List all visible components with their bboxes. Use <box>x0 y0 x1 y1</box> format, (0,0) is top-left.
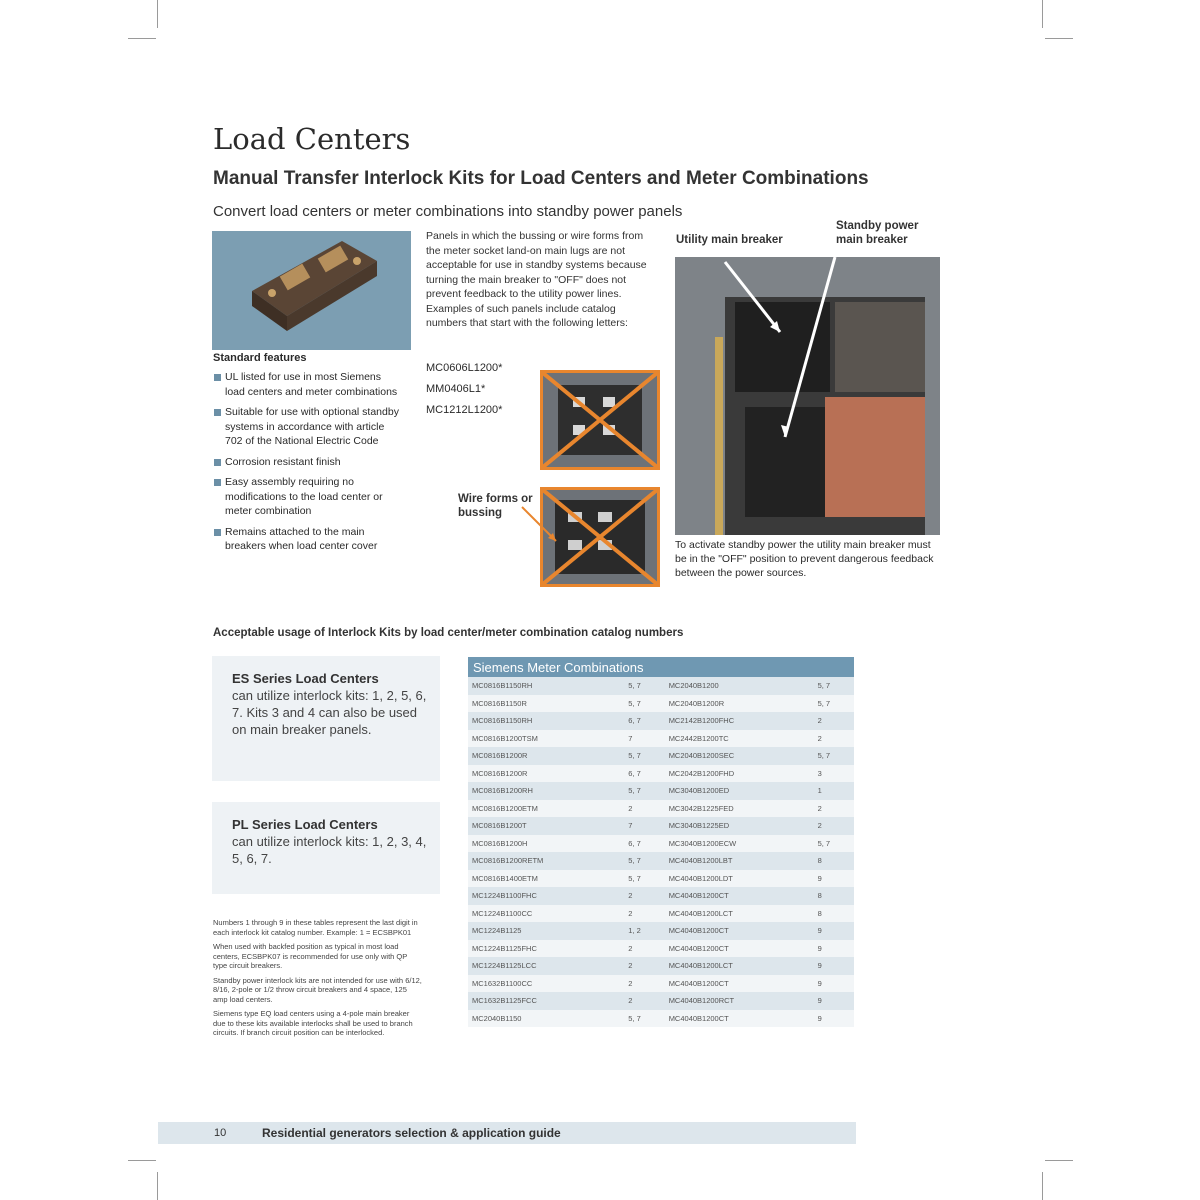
catalog-number-cell: MC3040B1200ECW <box>665 835 814 853</box>
kit-number-cell: 8 <box>814 905 854 923</box>
catalog-number-cell: MC4040B1200CT <box>665 922 814 940</box>
catalog-number-cell: MC3040B1225ED <box>665 817 814 835</box>
catalog-code: MM0406L1* <box>426 383 486 395</box>
table-row <box>468 957 854 975</box>
footnote: Standby power interlock kits are not intended for use with 6/12, 8/16, 2-pole or 1/2 throw circuit breakers and 4 space, 125 amp load centers. <box>213 975 422 1004</box>
catalog-number-cell: MC1224B1125 <box>468 922 624 940</box>
es-series-title: ES Series Load Centers <box>232 671 379 686</box>
es-series-box <box>212 656 440 781</box>
kit-number-cell: 5, 7 <box>624 870 664 888</box>
utility-breaker-callout: Utility main breaker <box>676 234 783 246</box>
kit-number-cell: 2 <box>624 905 664 923</box>
catalog-code-list <box>426 358 502 421</box>
catalog-number-cell: MC2142B1200FHC <box>665 712 814 730</box>
catalog-number-cell: MC0816B1200ETM <box>468 800 624 818</box>
usage-heading: Acceptable usage of Interlock Kits by load center/meter combination catalog numbers <box>213 627 684 639</box>
kit-number-cell: 2 <box>624 957 664 975</box>
kit-number-cell: 5, 7 <box>624 782 664 800</box>
crop-mark <box>1045 1160 1073 1161</box>
catalog-number-cell: MC0816B1200T <box>468 817 624 835</box>
table-row <box>468 835 854 853</box>
table-row <box>468 975 854 993</box>
kit-number-cell: 8 <box>814 852 854 870</box>
kit-number-cell: 5, 7 <box>624 677 664 695</box>
table-row <box>468 695 854 713</box>
table-row <box>468 905 854 923</box>
kit-number-cell: 1, 2 <box>624 922 664 940</box>
kit-number-cell: 2 <box>814 712 854 730</box>
catalog-number-cell: MC0816B1150RH <box>468 712 624 730</box>
kit-number-cell: 9 <box>814 940 854 958</box>
notice-paragraph: Panels in which the bussing or wire forms from the meter socket land-on main lugs are not acceptable for use in standby systems because turning the main breaker to "OFF" does not prevent feedback to the utility power lines. Examples of such panels include catalog numbers that start with the following letters: <box>426 230 647 329</box>
kit-number-cell: 2 <box>814 800 854 818</box>
catalog-number-cell: MC4040B1200LDT <box>665 870 814 888</box>
kit-number-cell: 9 <box>814 957 854 975</box>
catalog-number-cell: MC2040B1200SEC <box>665 747 814 765</box>
feature-item: Remains attached to the main breakers when load center cover <box>213 525 403 554</box>
kit-number-cell: 6, 7 <box>624 765 664 783</box>
kit-number-cell: 6, 7 <box>624 835 664 853</box>
catalog-code: MC1212L1200* <box>426 404 503 416</box>
kit-number-cell: 8 <box>814 887 854 905</box>
wire-forms-callout: Wire forms or bussing <box>458 493 533 519</box>
es-series-text: can utilize interlock kits: 1, 2, 5, 6, 7. Kits 3 and 4 can also be used on main breaker panels. <box>232 688 427 737</box>
table-row <box>468 730 854 748</box>
feature-item: UL listed for use in most Siemens load centers and meter combinations <box>213 370 403 399</box>
table-row <box>468 922 854 940</box>
table-row <box>468 712 854 730</box>
kit-number-cell: 9 <box>814 922 854 940</box>
page-title: Load Centers <box>213 122 411 156</box>
catalog-number-cell: MC0816B1200RETM <box>468 852 624 870</box>
table-row <box>468 765 854 783</box>
catalog-number-cell: MC2040B1200R <box>665 695 814 713</box>
interlock-kit-photo <box>212 231 411 350</box>
table-row <box>468 992 854 1010</box>
kit-number-cell: 2 <box>624 887 664 905</box>
features-list <box>213 370 403 560</box>
page-subtitle: Manual Transfer Interlock Kits for Load Centers and Meter Combinations <box>213 168 869 189</box>
catalog-number-cell: MC1224B1125LCC <box>468 957 624 975</box>
footnote: Numbers 1 through 9 in these tables represent the last digit in each interlock kit catalog number. Example: 1 = ECSBPK01 <box>213 918 418 937</box>
crop-mark <box>157 0 158 28</box>
page-tagline: Convert load centers or meter combinations into standby power panels <box>213 203 683 220</box>
callout-arrow <box>520 505 560 545</box>
feature-item: Easy assembly requiring no modifications to the load center or meter combination <box>213 475 403 519</box>
kit-number-cell: 2 <box>624 992 664 1010</box>
catalog-number-cell: MC3040B1200ED <box>665 782 814 800</box>
table-row <box>468 940 854 958</box>
catalog-number-cell: MC0816B1200H <box>468 835 624 853</box>
footnotes <box>213 918 423 1043</box>
catalog-code: MC0606L1200* <box>426 362 503 374</box>
catalog-number-cell: MC0816B1200TSM <box>468 730 624 748</box>
catalog-number-cell: MC0816B1200R <box>468 765 624 783</box>
pl-series-box <box>212 802 440 894</box>
load-center-panel-photo <box>675 257 940 535</box>
catalog-number-cell: MC0816B1400ETM <box>468 870 624 888</box>
footnote: Siemens type EQ load centers using a 4-pole main breaker due to these kits available interlocks shall be used to branch circuits. If branch circuit position can be interlocked. <box>213 1009 413 1037</box>
catalog-number-cell: MC4040B1200LCT <box>665 905 814 923</box>
kit-number-cell: 9 <box>814 975 854 993</box>
feature-item: Corrosion resistant finish <box>213 455 403 470</box>
pl-series-text: can utilize interlock kits: 1, 2, 3, 4, 5, 6, 7. <box>232 834 427 866</box>
panel-photo-caption: To activate standby power the utility main breaker must be in the "OFF" position to prevent dangerous feedback between the power sources. <box>675 539 934 579</box>
catalog-number-cell: MC4040B1200RCT <box>665 992 814 1010</box>
catalog-number-cell: MC1632B1100CC <box>468 975 624 993</box>
unacceptable-panel-photo-1 <box>540 370 660 470</box>
catalog-number-cell: MC2040B1150 <box>468 1010 624 1028</box>
pl-series-title: PL Series Load Centers <box>232 817 378 832</box>
catalog-number-cell: MC0816B1150R <box>468 695 624 713</box>
table-row <box>468 887 854 905</box>
features-heading: Standard features <box>213 352 307 364</box>
page-footer <box>158 1122 856 1144</box>
kit-number-cell: 5, 7 <box>814 677 854 695</box>
catalog-number-cell: MC2042B1200FHD <box>665 765 814 783</box>
table-row <box>468 870 854 888</box>
catalog-number-cell: MC4040B1200CT <box>665 1010 814 1028</box>
kit-number-cell: 7 <box>624 817 664 835</box>
kit-number-cell: 2 <box>624 975 664 993</box>
table-row <box>468 852 854 870</box>
crop-mark <box>128 1160 156 1161</box>
kit-number-cell: 5, 7 <box>624 695 664 713</box>
kit-number-cell: 9 <box>814 992 854 1010</box>
table-title: Siemens Meter Combinations <box>468 657 854 677</box>
catalog-number-cell: MC4040B1200LBT <box>665 852 814 870</box>
catalog-number-cell: MC0816B1150RH <box>468 677 624 695</box>
kit-number-cell: 2 <box>624 800 664 818</box>
kit-number-cell: 9 <box>814 1010 854 1028</box>
catalog-number-cell: MC1224B1100CC <box>468 905 624 923</box>
crop-mark <box>157 1172 158 1200</box>
kit-number-cell: 9 <box>814 870 854 888</box>
kit-number-cell: 7 <box>624 730 664 748</box>
table-row <box>468 747 854 765</box>
kit-number-cell: 2 <box>814 817 854 835</box>
standby-breaker-callout: Standby power main breaker <box>836 220 919 246</box>
crop-mark <box>1045 38 1073 39</box>
kit-number-cell: 2 <box>624 940 664 958</box>
table-row <box>468 800 854 818</box>
crop-mark <box>1042 1172 1043 1200</box>
kit-number-cell: 5, 7 <box>624 1010 664 1028</box>
catalog-number-cell: MC2442B1200TC <box>665 730 814 748</box>
catalog-number-cell: MC4040B1200CT <box>665 887 814 905</box>
catalog-number-cell: MC1224B1125FHC <box>468 940 624 958</box>
page-number: 10 <box>214 1127 227 1139</box>
catalog-number-cell: MC0816B1200RH <box>468 782 624 800</box>
kit-number-cell: 3 <box>814 765 854 783</box>
table-row <box>468 1010 854 1028</box>
kit-number-cell: 1 <box>814 782 854 800</box>
crop-mark <box>128 38 156 39</box>
catalog-number-cell: MC1224B1100FHC <box>468 887 624 905</box>
catalog-number-cell: MC1632B1125FCC <box>468 992 624 1010</box>
catalog-number-cell: MC2040B1200 <box>665 677 814 695</box>
kit-number-cell: 5, 7 <box>814 747 854 765</box>
table-row <box>468 677 854 695</box>
crop-mark <box>1042 0 1043 28</box>
catalog-number-cell: MC3042B1225FED <box>665 800 814 818</box>
kit-number-cell: 5, 7 <box>814 695 854 713</box>
kit-number-cell: 6, 7 <box>624 712 664 730</box>
catalog-number-cell: MC4040B1200LCT <box>665 957 814 975</box>
kit-number-cell: 5, 7 <box>814 835 854 853</box>
kit-number-cell: 2 <box>814 730 854 748</box>
meter-combination-table <box>468 657 854 1027</box>
footnote: When used with backfed position as typical in most load centers, ECSBPK07 is recommended for use only with QP type circuit breakers. <box>213 942 408 970</box>
kit-number-cell: 5, 7 <box>624 747 664 765</box>
catalog-number-cell: MC4040B1200CT <box>665 975 814 993</box>
table-row <box>468 782 854 800</box>
catalog-number-cell: MC4040B1200CT <box>665 940 814 958</box>
table-row <box>468 817 854 835</box>
feature-item: Suitable for use with optional standby systems in accordance with article 702 of the National Electric Code <box>213 405 403 449</box>
kit-number-cell: 5, 7 <box>624 852 664 870</box>
footer-title: Residential generators selection & application guide <box>262 1126 561 1140</box>
catalog-number-cell: MC0816B1200R <box>468 747 624 765</box>
